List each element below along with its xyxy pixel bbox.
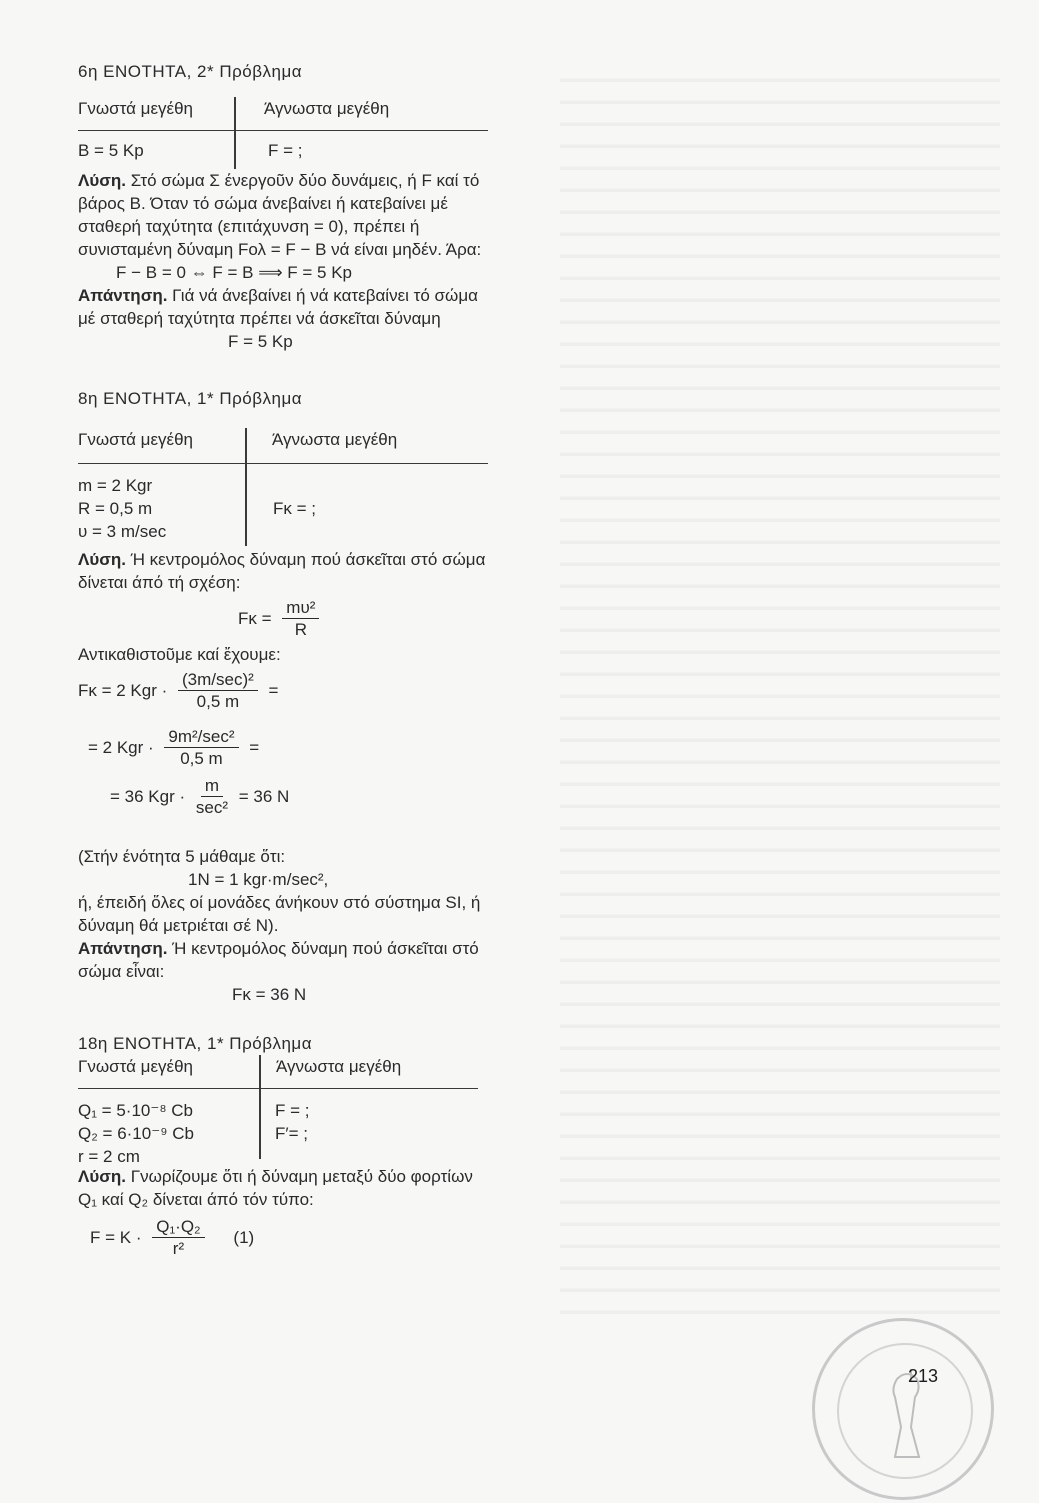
unknown-value: Fκ = ; xyxy=(273,499,316,518)
known-value: R = 0,5 m xyxy=(78,499,153,518)
fraction-numerator: 9m²/sec² xyxy=(164,727,238,748)
unknown-header: Άγνωστα μεγέθη xyxy=(272,430,398,449)
section1-answer xyxy=(78,284,488,330)
unknown-value: F = ; xyxy=(275,1101,310,1120)
fraction-numerator: mυ² xyxy=(282,598,319,619)
fraction-denominator: sec² xyxy=(195,798,228,817)
section2-table xyxy=(78,428,488,540)
unknown-value: F = ; xyxy=(268,141,303,160)
content-column xyxy=(78,60,488,1260)
section2-answer xyxy=(78,937,488,983)
section2-table-header xyxy=(78,428,488,451)
known-values xyxy=(78,474,273,543)
section1-table-header xyxy=(78,97,488,120)
section2-note-line1: (Στήν ένότητα 5 μάθαμε ὅτι: xyxy=(78,847,286,866)
section2-solution xyxy=(78,548,488,594)
section1-equation: F − Β = 0 ⇔ F = Β ⟹ F = 5 Kp xyxy=(116,263,353,282)
formula-tag: (1) xyxy=(233,1227,255,1247)
answer-text: Γιά νά άνεβαίνει ή νά κατεβαίνει τό σώμα μέ σταθερή ταχύτητα πρέπει νά άσκεῖται δύναμη xyxy=(78,286,478,328)
known-header: Γνωστά μεγέθη xyxy=(78,430,194,449)
known-values xyxy=(78,1099,275,1168)
section2-heading: 8η ΕΝΟΤΗΤΑ, 1* Πρόβλημα xyxy=(78,389,303,408)
solution-text: Ή κεντρομόλος δύναμη πού άσκεῖται στό σώμα δίνεται άπό τή σχέση: xyxy=(78,550,486,592)
fraction-denominator: 0,5 m xyxy=(196,692,240,711)
section2-step3 xyxy=(78,776,488,819)
step-fraction xyxy=(196,776,228,819)
section1-answer-value: F = 5 Kp xyxy=(228,332,293,351)
fraction-denominator: r² xyxy=(172,1239,185,1258)
solution-label: Λύση. xyxy=(78,550,126,569)
formula-fraction xyxy=(282,598,319,641)
stamp-emblem-icon xyxy=(815,1321,997,1503)
formula-fraction xyxy=(152,1217,204,1260)
fraction-numerator: (3m/sec)² xyxy=(178,670,258,691)
fraction-denominator: R xyxy=(294,620,307,639)
section3-solution xyxy=(78,1165,488,1211)
table-divider xyxy=(245,428,247,546)
answer-label: Απάντηση. xyxy=(78,286,168,305)
answer-text: Ή κεντρομόλος δύναμη πού άσκεῖται στό σώμα εἶναι: xyxy=(78,939,479,981)
known-value: Q₂ = 6·10⁻⁹ Cb xyxy=(78,1124,194,1143)
known-value: m = 2 Kgr xyxy=(78,476,153,495)
unknown-value: F′= ; xyxy=(275,1124,308,1143)
section1-solution xyxy=(78,169,488,261)
answer-label: Απάντηση. xyxy=(78,939,168,958)
table-rule xyxy=(78,463,488,464)
step-rhs: = xyxy=(249,737,260,757)
section3-heading: 18η ΕΝΟΤΗΤΑ, 1* Πρόβλημα xyxy=(78,1034,313,1053)
known-header: Γνωστά μεγέθη xyxy=(78,1057,194,1076)
step-rhs: = 36 N xyxy=(238,786,290,806)
step-lhs: Fκ = 2 Kgr · xyxy=(78,680,168,700)
known-value: Β = 5 Kp xyxy=(78,141,144,160)
fraction-denominator: 0,5 m xyxy=(180,749,223,768)
solution-label: Λύση. xyxy=(78,1167,126,1186)
solution-text: Γνωρίζουμε ὅτι ή δύναμη μεταξύ δύο φορτίων Q₁ καί Q₂ δίνεται άπό τόν τύπο: xyxy=(78,1167,473,1209)
known-value: υ = 3 m/sec xyxy=(78,522,167,541)
section3-table xyxy=(78,1055,488,1166)
unknown-values xyxy=(275,1099,309,1168)
step-fraction xyxy=(178,670,258,713)
known-value: Q₁ = 5·10⁻⁸ Cb xyxy=(78,1101,193,1120)
solution-text: Στό σώμα Σ ένεργοῦν δύο δυνάμεις, ή F καί τό βάρος Β. Όταν τό σώμα άνεβαίνει ή κατεβαίνει μέ σταθερή ταχύτητα (επιτάχυνση = 0), πρέπει ή συνισταμένη δύναμη Fολ = F − Β νά είναι μηδέν. Άρα: xyxy=(78,171,482,259)
formula-lhs: Fκ = xyxy=(238,608,272,628)
section2-formula xyxy=(78,598,488,641)
library-stamp xyxy=(812,1318,994,1500)
section2-step2 xyxy=(78,727,488,770)
page-number: 213 xyxy=(908,1366,939,1386)
unknown-header: Άγνωστα μεγέθη xyxy=(264,99,390,118)
fraction-numerator: Q₁·Q₂ xyxy=(152,1217,204,1238)
step-lhs: = 2 Kgr · xyxy=(88,737,154,757)
table-row xyxy=(78,139,488,162)
table-rule xyxy=(78,1088,478,1089)
table-row xyxy=(78,1099,488,1168)
step-fraction xyxy=(164,727,238,770)
section2-substitute: Αντικαθιστοῦμε καί ἔχουμε: xyxy=(78,645,281,664)
step-lhs: = 36 Kgr · xyxy=(110,786,186,806)
step-rhs: = xyxy=(268,680,279,700)
table-divider xyxy=(234,97,236,169)
section2-answer-value: Fκ = 36 N xyxy=(232,985,307,1004)
table-divider xyxy=(259,1055,261,1159)
section2-note-line2: 1Ν = 1 kgr·m/sec², xyxy=(188,870,329,889)
known-value: r = 2 cm xyxy=(78,1147,140,1166)
table-rule xyxy=(78,130,488,131)
section2-step1 xyxy=(78,670,488,713)
section1-table xyxy=(78,97,488,163)
section3-formula xyxy=(78,1217,488,1260)
section2-note-line3: ή, έπειδή ὅλες οί μονάδες άνήκουν στό σύστημα SI, ή δύναμη θά μετριέται σέ Ν). xyxy=(78,893,481,935)
table-row xyxy=(78,474,488,543)
bleed-through-shadow xyxy=(560,60,1000,1320)
known-header: Γνωστά μεγέθη xyxy=(78,99,194,118)
unknown-header: Άγνωστα μεγέθη xyxy=(276,1057,402,1076)
solution-label: Λύση. xyxy=(78,171,126,190)
formula-lhs: F = K · xyxy=(90,1227,142,1247)
fraction-numerator: m xyxy=(201,776,223,797)
section1-heading: 6η ΕΝΟΤΗΤΑ, 2* Πρόβλημα xyxy=(78,62,303,81)
section3-table-header xyxy=(78,1055,488,1078)
